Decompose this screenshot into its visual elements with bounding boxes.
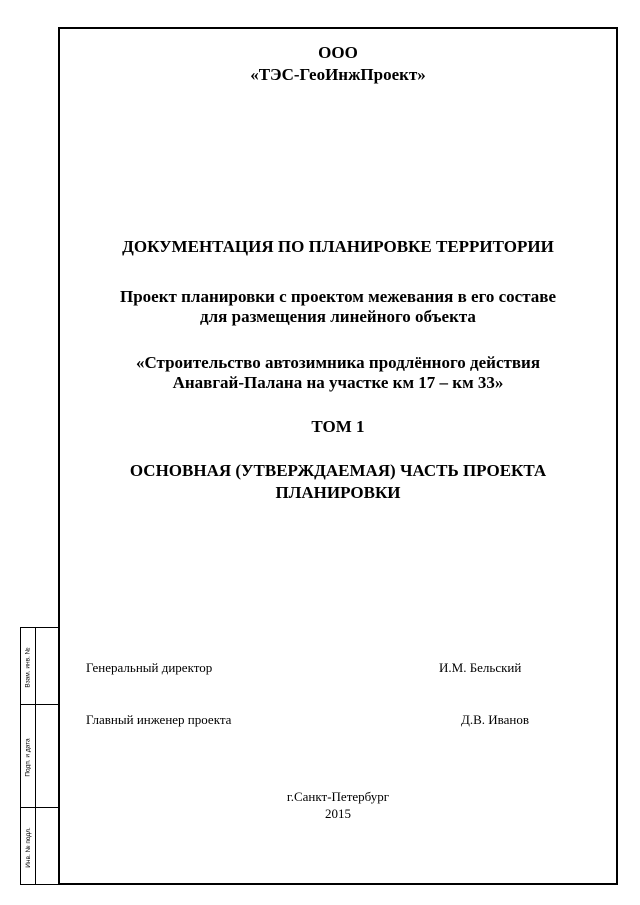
page-border-frame <box>58 27 618 885</box>
organization-form: ООО <box>318 43 358 62</box>
stamp-label-replacement-inventory: Взам. инв. № <box>25 646 32 688</box>
signature-role: Генеральный директор <box>86 660 213 675</box>
stamp-cell-replacement-inventory <box>20 627 58 705</box>
stamp-cell-signature-date <box>20 704 58 808</box>
signature-name: И.М. Бельский <box>439 660 522 675</box>
footer-city: г.Санкт-Петербург <box>286 789 390 804</box>
signature-role: Главный инженер проекта <box>86 712 232 727</box>
stamp-label-signature-date: Подп. и дата <box>25 737 33 777</box>
object-name-line2: Анавгай-Палана на участке км 17 – км 33» <box>172 373 504 392</box>
footer-year: 2015 <box>325 806 351 821</box>
signature-name: Д.В. Иванов <box>461 712 530 727</box>
object-name-line1: «Строительство автозимника продлённого действия <box>135 353 541 372</box>
part-title-line2: ПЛАНИРОВКИ <box>275 483 401 502</box>
side-stamp-table <box>20 627 58 885</box>
document-heading: ДОКУМЕНТАЦИЯ ПО ПЛАНИРОВКЕ ТЕРРИТОРИИ <box>122 237 554 256</box>
document-subtitle-line1: Проект планировки с проектом межевания в его составе <box>120 287 556 306</box>
volume-number: ТОМ 1 <box>311 417 365 436</box>
stamp-cell-original-inventory <box>20 807 58 885</box>
organization-name: «ТЭС-ГеоИнжПроект» <box>250 65 426 84</box>
stamp-label-original-inventory: Инв. № подл. <box>25 826 32 868</box>
part-title-line1: ОСНОВНАЯ (УТВЕРЖДАЕМАЯ) ЧАСТЬ ПРОЕКТА <box>129 461 547 480</box>
document-subtitle-line2: для размещения линейного объекта <box>200 307 476 326</box>
